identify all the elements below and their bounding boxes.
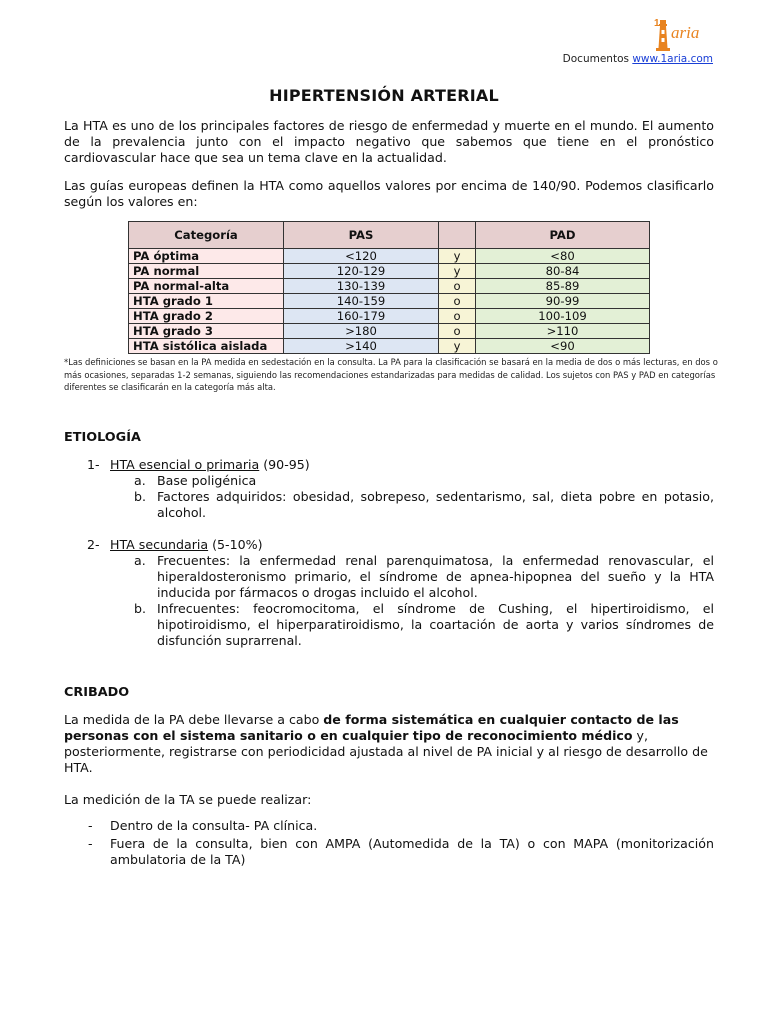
sublist-letter: a.: [134, 553, 146, 568]
sublist-letter: b.: [134, 489, 146, 504]
bullet-dash: -: [88, 818, 93, 833]
brand-logo: [651, 14, 715, 54]
table-row: [129, 264, 650, 279]
section-heading-etiologia: ETIOLOGÍA: [64, 430, 141, 445]
table-row: [129, 324, 650, 339]
table-row: [129, 249, 650, 264]
documents-line: [563, 53, 713, 65]
bullet-dash: -: [88, 836, 93, 851]
cell-category: PA normal: [129, 264, 284, 279]
cell-connector: o: [439, 324, 476, 339]
sublist-letter: a.: [134, 473, 146, 488]
table-row: [129, 294, 650, 309]
cribado-paragraph-2: La medición de la TA se puede realizar:: [64, 792, 312, 807]
lighthouse-logo-icon: [651, 14, 715, 54]
cell-connector: o: [439, 279, 476, 294]
table-row: [129, 279, 650, 294]
cell-pas: 160-179: [284, 309, 439, 324]
sublist-letter: b.: [134, 601, 146, 616]
list-item-primary: [110, 457, 310, 473]
header-categoria: Categoría: [129, 222, 284, 249]
cell-pad: 100-109: [476, 309, 650, 324]
cell-pas: >180: [284, 324, 439, 339]
header-pad: PAD: [476, 222, 650, 249]
list-number: 1-: [87, 457, 100, 472]
cribado-p1-post: y, posteriormente, registrarse con periodicidad ajustada al nivel de PA inicial y al riesgo de desarrollo de HTA.: [64, 728, 708, 775]
sublist-text: Base poligénica: [157, 473, 257, 488]
cell-pad: 85-89: [476, 279, 650, 294]
secondary-hta-label: HTA secundaria: [110, 537, 209, 552]
cell-pad: <80: [476, 249, 650, 264]
cell-category: PA normal-alta: [129, 279, 284, 294]
cell-connector: y: [439, 264, 476, 279]
table-header-row: [129, 222, 650, 249]
cell-pas: 120-129: [284, 264, 439, 279]
website-link[interactable]: www.1aria.com: [632, 53, 713, 65]
cell-pad: <90: [476, 339, 650, 354]
page-title: HIPERTENSIÓN ARTERIAL: [269, 86, 499, 105]
header-pas: PAS: [284, 222, 439, 249]
cell-connector: y: [439, 339, 476, 354]
cell-pad: 80-84: [476, 264, 650, 279]
sublist-text: Infrecuentes: feocromocitoma, el síndrome de Cushing, el hipertiroidismo, el hipotiroidismo, el hiperparatiroidismo, la coartación de aorta y varios síndromes de disfunción suprarrenal.: [157, 601, 714, 648]
cell-pas: >140: [284, 339, 439, 354]
sublist-text: Frecuentes: la enfermedad renal parenquimatosa, la enfermedad renovascular, el hiperaldosteronismo primario, el síndrome de apnea-hipopnea del sueño y la HTA inducida por fármacos o drogas incluido el alcohol.: [157, 553, 714, 600]
cell-pad: 90-99: [476, 294, 650, 309]
primary-hta-label: HTA esencial o primaria: [110, 457, 260, 472]
secondary-hta-pct: (5-10%): [208, 537, 263, 552]
logo-digit: 1: [654, 18, 660, 29]
table-footnote: *Las definiciones se basan en la PA medida en sedestación en la consulta. La PA para la clasificación se basará en la media de dos o más lecturas, en dos o más ocasiones, separadas 1-2 semanas, siguiendo las recomendaciones estandarizadas para medidas de calidad. Los sujetos con PAS y PAD en categorías diferentes se clasificarán en la categoría más alta.: [64, 357, 718, 392]
cell-category: HTA grado 3: [129, 324, 284, 339]
bullet-text: Dentro de la consulta- PA clínica.: [110, 818, 318, 833]
logo-wordmark: aria: [671, 23, 700, 42]
cell-pas: 140-159: [284, 294, 439, 309]
table-row: [129, 339, 650, 354]
sublist-text: Factores adquiridos: obesidad, sobrepeso, sedentarismo, sal, dieta pobre en potasio, alcohol.: [157, 489, 714, 520]
header-connector: [439, 222, 476, 249]
cell-connector: o: [439, 294, 476, 309]
cell-category: HTA sistólica aislada: [129, 339, 284, 354]
list-item-secondary: [110, 537, 263, 553]
table-row: [129, 309, 650, 324]
cell-pas: <120: [284, 249, 439, 264]
cell-category: PA óptima: [129, 249, 284, 264]
intro-paragraph-2: Las guías europeas definen la HTA como aquellos valores por encima de 140/90. Podemos clasificarlo según los valores en:: [64, 178, 714, 209]
section-heading-cribado: CRIBADO: [64, 685, 130, 700]
primary-hta-pct: (90-95): [259, 457, 310, 472]
cribado-p1-bold: de forma sistemática en cualquier contacto de las personas con el sistema sanitario o en cualquier tipo de reconocimiento médico: [64, 712, 679, 743]
cribado-paragraph-1: [64, 712, 714, 776]
cell-connector: y: [439, 249, 476, 264]
cell-pas: 130-139: [284, 279, 439, 294]
cell-category: HTA grado 1: [129, 294, 284, 309]
intro-paragraph-1: La HTA es uno de los principales factores de riesgo de enfermedad y muerte en el mundo. El aumento de la prevalencia junto con el impacto negativo que sabemos que tiene en el pronóstico cardiovascular hace que sea un tema clave en la actualidad.: [64, 118, 714, 165]
cribado-p1-pre: La medida de la PA debe llevarse a cabo: [64, 712, 324, 727]
cell-category: HTA grado 2: [129, 309, 284, 324]
cell-pad: >110: [476, 324, 650, 339]
bp-classification-table: [128, 221, 650, 354]
cell-connector: o: [439, 309, 476, 324]
docs-prefix: Documentos: [562, 53, 629, 65]
bullet-text: Fuera de la consulta, bien con AMPA (Automedida de la TA) o con MAPA (monitorización ambulatoria de la TA): [110, 836, 714, 867]
list-number: 2-: [87, 537, 100, 552]
